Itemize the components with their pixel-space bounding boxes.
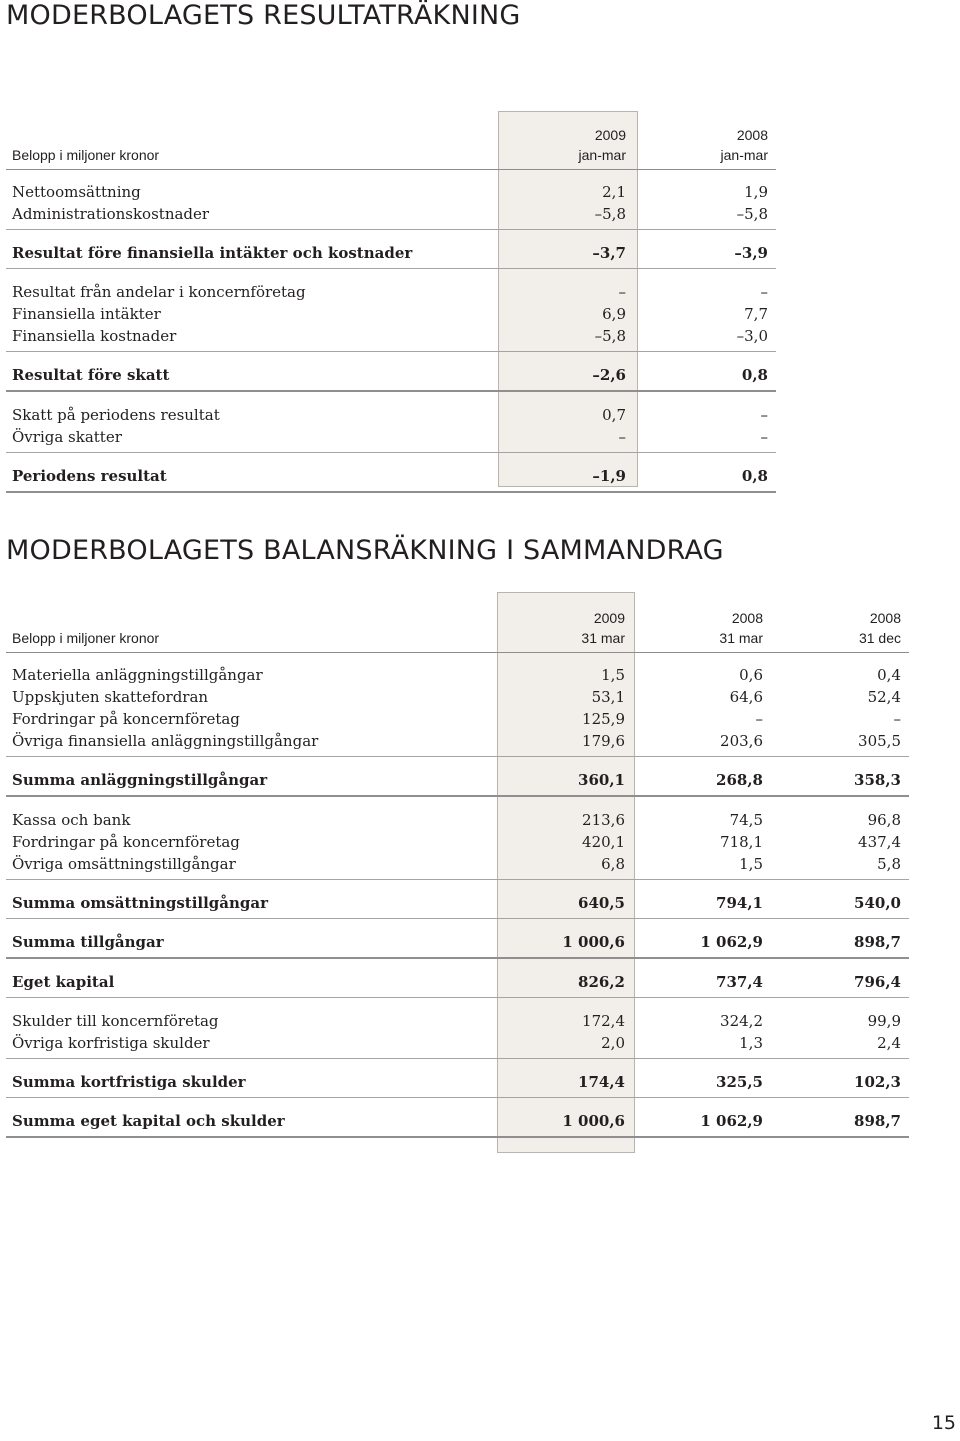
balance-sheet-table <box>6 608 909 1138</box>
row-label: Övriga skatter <box>6 426 492 453</box>
row-value: 540,0 <box>771 880 909 919</box>
income-statement-table <box>6 125 776 493</box>
table-row <box>6 269 776 304</box>
column-period: 31 mar <box>633 628 771 653</box>
row-value: 174,4 <box>490 1059 633 1098</box>
row-value: 74,5 <box>729 811 763 829</box>
row-value: 718,1 <box>720 833 763 851</box>
row-value: –3,9 <box>634 230 776 269</box>
row-value: – <box>760 283 768 301</box>
row-label: Övriga korfristiga skulder <box>6 1032 490 1059</box>
row-value: 96,8 <box>867 811 901 829</box>
row-label: Finansiella intäkter <box>12 305 161 323</box>
row-value: 1,5 <box>633 853 771 880</box>
row-value: 0,6 <box>739 666 763 684</box>
header-period-row <box>6 145 776 170</box>
row-value: 437,4 <box>858 833 901 851</box>
row-value: 898,7 <box>771 1098 909 1138</box>
row-label: Resultat före skatt <box>6 352 492 392</box>
table-row <box>6 730 909 757</box>
row-value: –3,0 <box>634 325 776 352</box>
row-label: Fordringar på koncernföretag <box>12 833 240 851</box>
row-label: Summa kortfristiga skulder <box>6 1059 490 1098</box>
table-row <box>6 426 776 453</box>
table-row <box>6 203 776 230</box>
row-value: 737,4 <box>633 958 771 998</box>
column-period: jan-mar <box>492 145 634 170</box>
column-period: 31 mar <box>490 628 633 653</box>
table-row <box>6 325 776 352</box>
row-label: Finansiella kostnader <box>6 325 492 352</box>
row-label: Summa eget kapital och skulder <box>6 1098 490 1138</box>
subtotal-row <box>6 1059 909 1098</box>
row-label: Uppskjuten skattefordran <box>12 688 209 706</box>
row-value: 7,7 <box>744 305 768 323</box>
column-year: 2009 <box>594 127 626 143</box>
row-value: 0,4 <box>877 666 901 684</box>
row-value: – <box>760 406 768 424</box>
row-value: 1 000,6 <box>490 1098 633 1138</box>
income-statement-title: MODERBOLAGETS RESULTATRÄKNING <box>6 0 521 31</box>
row-label: Skatt på periodens resultat <box>12 406 220 424</box>
row-label: Periodens resultat <box>6 453 492 493</box>
row-value: 268,8 <box>633 757 771 797</box>
table-row <box>6 998 909 1033</box>
row-value: 179,6 <box>490 730 633 757</box>
table-row <box>6 303 776 325</box>
row-label: Fordringar på koncernföretag <box>12 710 240 728</box>
row-value: 6,9 <box>602 305 626 323</box>
row-value: 1 062,9 <box>633 1098 771 1138</box>
row-label: Resultat från andelar i koncernföretag <box>12 283 306 301</box>
column-year: 2008 <box>731 610 763 626</box>
unit-label: Belopp i miljoner kronor <box>6 628 490 653</box>
row-value: – <box>492 426 634 453</box>
row-label: Eget kapital <box>6 958 490 998</box>
row-label: Resultat före finansiella intäkter och kostnader <box>6 230 492 269</box>
row-value: –2,6 <box>492 352 634 392</box>
subtotal-row <box>6 880 909 919</box>
row-label: Övriga finansiella anläggningstillgångar <box>6 730 490 757</box>
row-value: 172,4 <box>582 1012 625 1030</box>
row-value: 2,0 <box>490 1032 633 1059</box>
row-value: 52,4 <box>867 688 901 706</box>
subtotal-row <box>6 230 776 269</box>
row-value: 794,1 <box>633 880 771 919</box>
row-value: 0,8 <box>634 453 776 493</box>
total-row <box>6 453 776 493</box>
total-row <box>6 1098 909 1138</box>
row-value: 360,1 <box>490 757 633 797</box>
row-value: –5,8 <box>634 203 776 230</box>
column-year: 2008 <box>736 127 768 143</box>
header-year-row <box>6 125 776 145</box>
row-value: 213,6 <box>582 811 625 829</box>
table-row <box>6 170 776 204</box>
balance-sheet-title: MODERBOLAGETS BALANSRÄKNING I SAMMANDRAG <box>6 535 724 566</box>
column-period: jan-mar <box>634 145 776 170</box>
row-value: 6,8 <box>490 853 633 880</box>
row-label: Nettoomsättning <box>12 183 141 201</box>
column-year: 2008 <box>869 610 901 626</box>
row-value: 5,8 <box>771 853 909 880</box>
row-label: Kassa och bank <box>12 811 131 829</box>
total-row <box>6 919 909 959</box>
row-value: – <box>634 426 776 453</box>
table-row <box>6 831 909 853</box>
page-number: 15 <box>931 1412 956 1434</box>
row-label: Övriga omsättningstillgångar <box>6 853 490 880</box>
row-value: 325,5 <box>633 1059 771 1098</box>
row-value: 0,7 <box>602 406 626 424</box>
unit-label: Belopp i miljoner kronor <box>6 145 492 170</box>
row-value: 898,7 <box>771 919 909 959</box>
row-value: 420,1 <box>582 833 625 851</box>
row-label: Summa tillgångar <box>6 919 490 959</box>
row-label: Summa omsättningstillgångar <box>6 880 490 919</box>
row-value: 2,1 <box>602 183 626 201</box>
row-value: 53,1 <box>591 688 625 706</box>
row-value: –1,9 <box>492 453 634 493</box>
row-value: 1 062,9 <box>633 919 771 959</box>
row-value: –3,7 <box>492 230 634 269</box>
row-value: 1,5 <box>601 666 625 684</box>
table-row <box>6 391 776 426</box>
row-value: 640,5 <box>490 880 633 919</box>
header-period-row <box>6 628 909 653</box>
table-row <box>6 796 909 831</box>
row-value: 203,6 <box>633 730 771 757</box>
table-row <box>6 853 909 880</box>
column-period: 31 dec <box>771 628 909 653</box>
row-value: – <box>755 710 763 728</box>
row-value: 125,9 <box>582 710 625 728</box>
table-row <box>6 1032 909 1059</box>
row-value: 1 000,6 <box>490 919 633 959</box>
subtotal-row <box>6 352 776 392</box>
row-value: 2,4 <box>771 1032 909 1059</box>
row-value: 796,4 <box>771 958 909 998</box>
table-row <box>6 708 909 730</box>
row-label: Administrationskostnader <box>6 203 492 230</box>
row-value: 102,3 <box>771 1059 909 1098</box>
table-row <box>6 653 909 687</box>
row-value: 64,6 <box>729 688 763 706</box>
column-year: 2009 <box>593 610 625 626</box>
subtotal-row <box>6 958 909 998</box>
row-label: Materiella anläggningstillgångar <box>12 666 263 684</box>
row-value: 99,9 <box>867 1012 901 1030</box>
row-value: –5,8 <box>492 325 634 352</box>
table-row <box>6 686 909 708</box>
header-year-row <box>6 608 909 628</box>
row-value: 826,2 <box>490 958 633 998</box>
row-value: 358,3 <box>771 757 909 797</box>
subtotal-row <box>6 757 909 797</box>
row-label: Skulder till koncernföretag <box>12 1012 219 1030</box>
row-value: 324,2 <box>720 1012 763 1030</box>
row-value: 1,3 <box>633 1032 771 1059</box>
row-value: 0,8 <box>634 352 776 392</box>
row-value: –5,8 <box>492 203 634 230</box>
row-label: Summa anläggningstillgångar <box>6 757 490 797</box>
row-value: – <box>618 283 626 301</box>
row-value: 1,9 <box>744 183 768 201</box>
row-value: 305,5 <box>771 730 909 757</box>
row-value: – <box>893 710 901 728</box>
